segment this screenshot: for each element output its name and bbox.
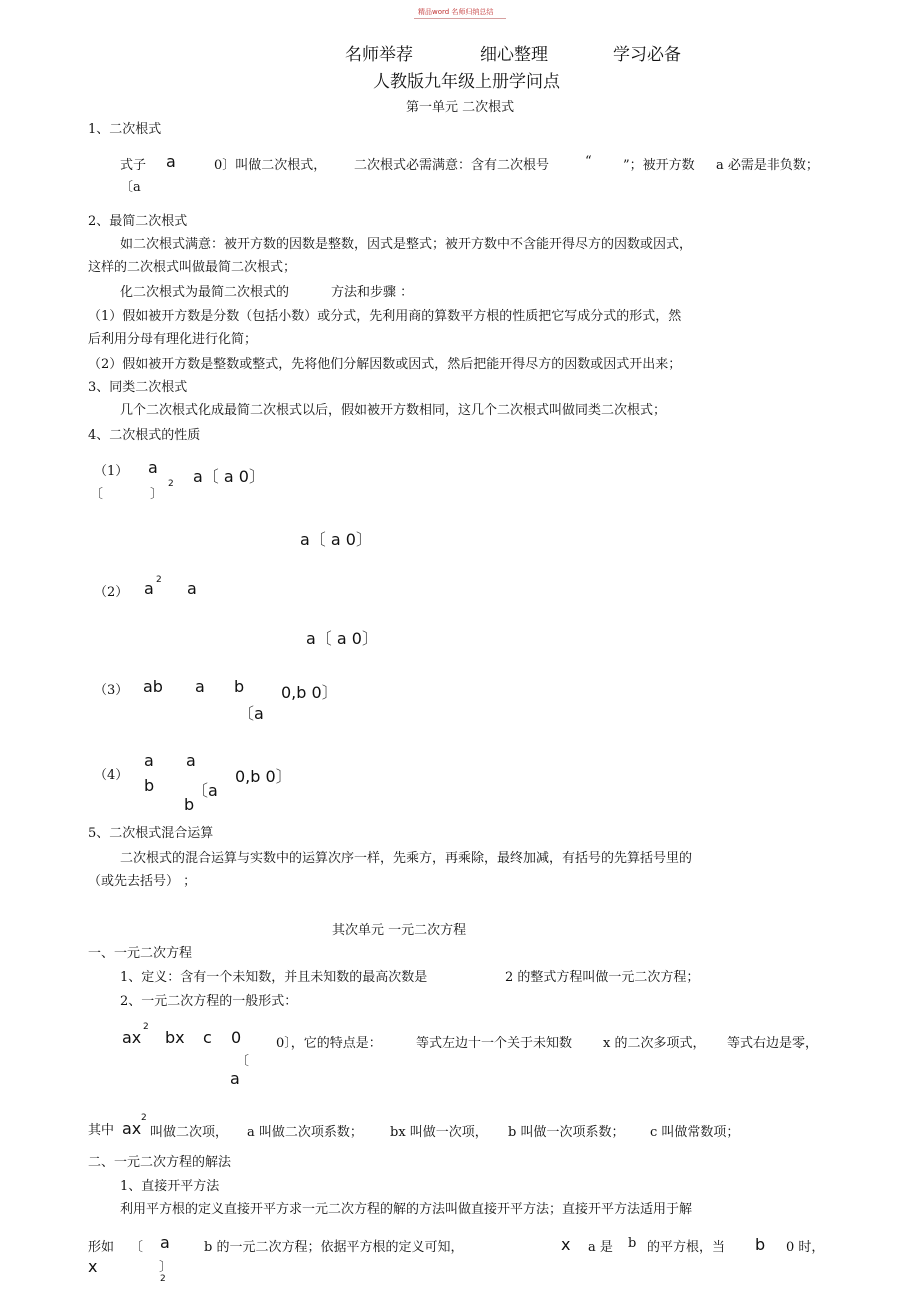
- s1-heading: 1、二次根式: [88, 122, 162, 137]
- page-header: 精品word 名师归纳总结: [418, 8, 494, 16]
- prop4-var: a: [144, 751, 154, 770]
- method-line: 的平方根，当: [647, 1240, 726, 1255]
- u2-part1-heading: 一、一元二次方程: [88, 946, 193, 961]
- terms-text: bx 叫做一次项，: [390, 1125, 488, 1140]
- eq-text: 0〕，它的特点是：: [276, 1036, 382, 1051]
- s3-heading: 3、同类二次根式: [88, 380, 188, 395]
- eq-term: 0: [231, 1028, 242, 1047]
- s2-line: 化二次根式为最简二次根式的: [120, 285, 290, 300]
- eq-exponent: 2: [143, 1022, 149, 1032]
- prop4-number: （4）: [94, 768, 129, 783]
- s2-line: 后利用分母有理化进行化简；: [88, 332, 258, 347]
- terms-text: a 叫做二次项系数；: [247, 1125, 363, 1140]
- unit2-title: 其次单元 一元二次方程: [332, 923, 467, 938]
- prop1-exponent: 2: [168, 479, 174, 489]
- terms-text: ax: [122, 1119, 142, 1138]
- s5-line: （或先去括号） ；: [88, 874, 197, 889]
- prop4-condition: 〔a: [192, 781, 218, 800]
- eq-text: x 的二次多项式，: [603, 1036, 706, 1051]
- eq-text: 等式左边十一个关于未知数: [416, 1036, 573, 1051]
- prop3-var: a: [195, 677, 205, 696]
- prop3-product: ab: [143, 677, 163, 696]
- terms-text: b 叫做一次项系数；: [508, 1125, 625, 1140]
- eq-term: ax: [122, 1028, 142, 1047]
- prop3-number: （3）: [94, 683, 129, 698]
- prop4-var: b: [144, 776, 155, 795]
- s2-line: 这样的二次根式叫做最简二次根式；: [88, 260, 297, 275]
- method-line: 形如: [88, 1240, 115, 1255]
- prop2-var: a: [144, 579, 154, 598]
- s4-heading: 4、二次根式的性质: [88, 428, 201, 443]
- eq-term: bx: [165, 1028, 185, 1047]
- prop1-var: a: [148, 458, 158, 477]
- s1-text: 式子: [120, 158, 147, 173]
- doc-title: 人教版九年级上册学问点: [373, 72, 560, 92]
- s3-line: 几个二次根式化成最简二次根式以后，假如被开方数相同，这几个二次根式叫做同类二次根式；: [120, 403, 667, 418]
- terms-text: c 叫做常数项；: [650, 1125, 740, 1140]
- terms-text: 其中: [88, 1123, 115, 1138]
- s2-line: 方法和步骤 ：: [331, 285, 414, 300]
- s5-heading: 5、二次根式混合运算: [88, 826, 214, 841]
- method-var: x: [561, 1235, 571, 1254]
- eq-text: 等式右边是零，: [727, 1036, 819, 1051]
- method-line: a 是: [588, 1240, 613, 1255]
- method-var: b: [628, 1236, 637, 1251]
- s2-line: （2）假如被开方数是整数或整式，先将他们分解因数或因式，然后把能开得尽方的因数或因式开出来；: [88, 357, 682, 372]
- s5-line: 二次根式的混合运算与实数中的运算次序一样，先乘方，再乘除，最终加减，有括号的先算括号里的: [120, 851, 693, 866]
- prop1-result: a〔 a 0〕: [193, 467, 265, 486]
- prop3-var: b: [234, 677, 245, 696]
- prop2-case: a〔 a 0〕: [300, 530, 372, 549]
- prop1-bracket-open: 〔: [90, 487, 104, 502]
- s1-quote-open: “: [585, 154, 592, 169]
- method-line: 利用平方根的定义直接开平方求一元二次方程的解的方法叫做直接开平方法；直接开平方法适用于解: [120, 1202, 693, 1217]
- method-bracket: 〕: [159, 1260, 173, 1275]
- prop2-exponent: 2: [156, 575, 162, 585]
- prop4-var: b: [184, 795, 195, 814]
- prop2-case: a〔 a 0〕: [306, 629, 378, 648]
- prop1-number: （1）: [94, 464, 129, 479]
- top-label-3: 学习必备: [613, 45, 681, 65]
- prop3-condition: 〔a: [238, 704, 264, 723]
- method-var: x: [88, 1257, 98, 1276]
- u2-definition: 1、定义：含有一个未知数，并且未知数的最高次数是: [120, 970, 428, 985]
- s1-text: 二次根式必需满意：含有二次根号: [354, 158, 550, 173]
- u2-definition: 2 的整式方程叫做一元二次方程；: [505, 970, 700, 985]
- s2-heading: 2、最简二次根式: [88, 214, 188, 229]
- s2-line: （1）假如被开方数是分数（包括小数）或分式，先利用商的算数平方根的性质把它写成分式的形式，然: [88, 309, 682, 324]
- top-label-2: 细心整理: [480, 45, 548, 65]
- terms-text: 叫做二次项，: [150, 1125, 229, 1140]
- prop3-condition: 0,b 0〕: [281, 683, 338, 702]
- prop4-var: a: [186, 751, 196, 770]
- s1-text: a 必需是非负数；: [716, 158, 819, 173]
- s1-var: a: [166, 152, 176, 171]
- method-line: 0 时，: [786, 1240, 825, 1255]
- eq-condition: 〔: [236, 1054, 250, 1069]
- eq-term: c: [203, 1028, 212, 1047]
- top-label-1: 名师举荐: [345, 45, 413, 65]
- method-line: b 的一元二次方程；依据平方根的定义可知，: [204, 1240, 464, 1255]
- s1-condition: 〔a: [120, 180, 141, 195]
- method-heading: 1、直接开平方法: [120, 1179, 220, 1194]
- unit1-title: 第一单元 二次根式: [406, 100, 515, 115]
- eq-condition: a: [230, 1069, 240, 1088]
- prop4-condition: 0,b 0〕: [235, 767, 292, 786]
- method-var: a: [160, 1233, 170, 1252]
- method-bracket: 〔: [130, 1240, 144, 1255]
- u2-part2-heading: 二、一元二次方程的解法: [88, 1155, 232, 1170]
- header-rule: [414, 18, 506, 19]
- prop1-bracket-close: 〕: [150, 487, 164, 502]
- method-var: b: [755, 1235, 766, 1254]
- u2-general-form-label: 2、一元二次方程的一般形式：: [120, 994, 298, 1009]
- method-exponent: 2: [160, 1274, 166, 1284]
- terms-exponent: 2: [141, 1113, 147, 1123]
- prop2-number: （2）: [94, 585, 129, 600]
- s1-text: 0〕叫做二次根式，: [214, 158, 327, 173]
- prop2-var: a: [187, 579, 197, 598]
- s1-text: ”；被开方数: [623, 158, 695, 173]
- s2-line: 如二次根式满意：被开方数的因数是整数，因式是整式；被开方数中不含能开得尽方的因数或因式，: [120, 237, 693, 252]
